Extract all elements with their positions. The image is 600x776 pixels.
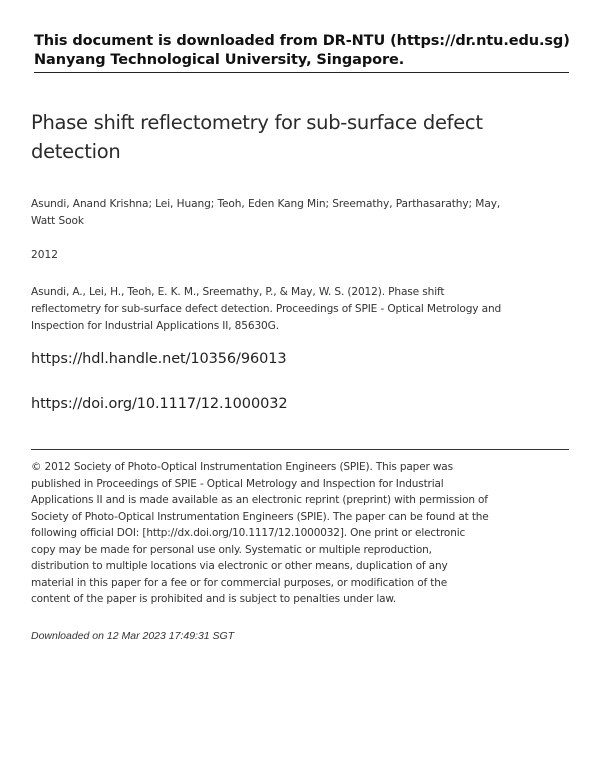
doi-link[interactable]: https://doi.org/10.1117/12.1000032 bbox=[31, 396, 288, 412]
institution-line: Nanyang Technological University, Singapore. bbox=[34, 52, 405, 68]
publication-year: 2012 bbox=[31, 249, 58, 261]
download-timestamp: Downloaded on 12 Mar 2023 17:49:31 SGT bbox=[31, 630, 235, 642]
paper-title: Phase shift reflectometry for sub-surface defect detection bbox=[31, 111, 483, 163]
author-list: Asundi, Anand Krishna; Lei, Huang; Teoh, Eden Kang Min; Sreemathy, Parthasarathy; May, Watt Sook bbox=[31, 198, 501, 227]
citation-text: Asundi, A., Lei, H., Teoh, E. K. M., Sreemathy, P., & May, W. S. (2012). Phase shift reflectometry for sub-surface defect detection. Proceedings of SPIE - Optical Metrology and Inspection for Industrial Applications II, 85630G. bbox=[31, 286, 502, 332]
section-divider bbox=[31, 449, 569, 450]
repository-header bbox=[34, 32, 569, 73]
copyright-notice: © 2012 Society of Photo-Optical Instrumentation Engineers (SPIE). This paper was published in Proceedings of SPIE - Optical Metrology and Inspection for Industrial Applications II and is made available as an electronic reprint (preprint) with permission of Society of Photo-Optical Instrumentation Engineers (SPIE). The paper can be found at the following official DOI: [http://dx.doi.org/10.1117/12.1000032]. One print or electronic copy may be made for personal use only. Systematic or multiple reproduction, distribution to multiple locations via electronic or other means, duplication of any material in this paper for a fee or for commercial purposes, or modification of the content of the paper is prohibited and is subject to penalties under law. bbox=[31, 461, 489, 605]
handle-link[interactable]: https://hdl.handle.net/10356/96013 bbox=[31, 351, 287, 367]
repository-source-line: This document is downloaded from DR-NTU (https://dr.ntu.edu.sg) bbox=[34, 33, 570, 49]
